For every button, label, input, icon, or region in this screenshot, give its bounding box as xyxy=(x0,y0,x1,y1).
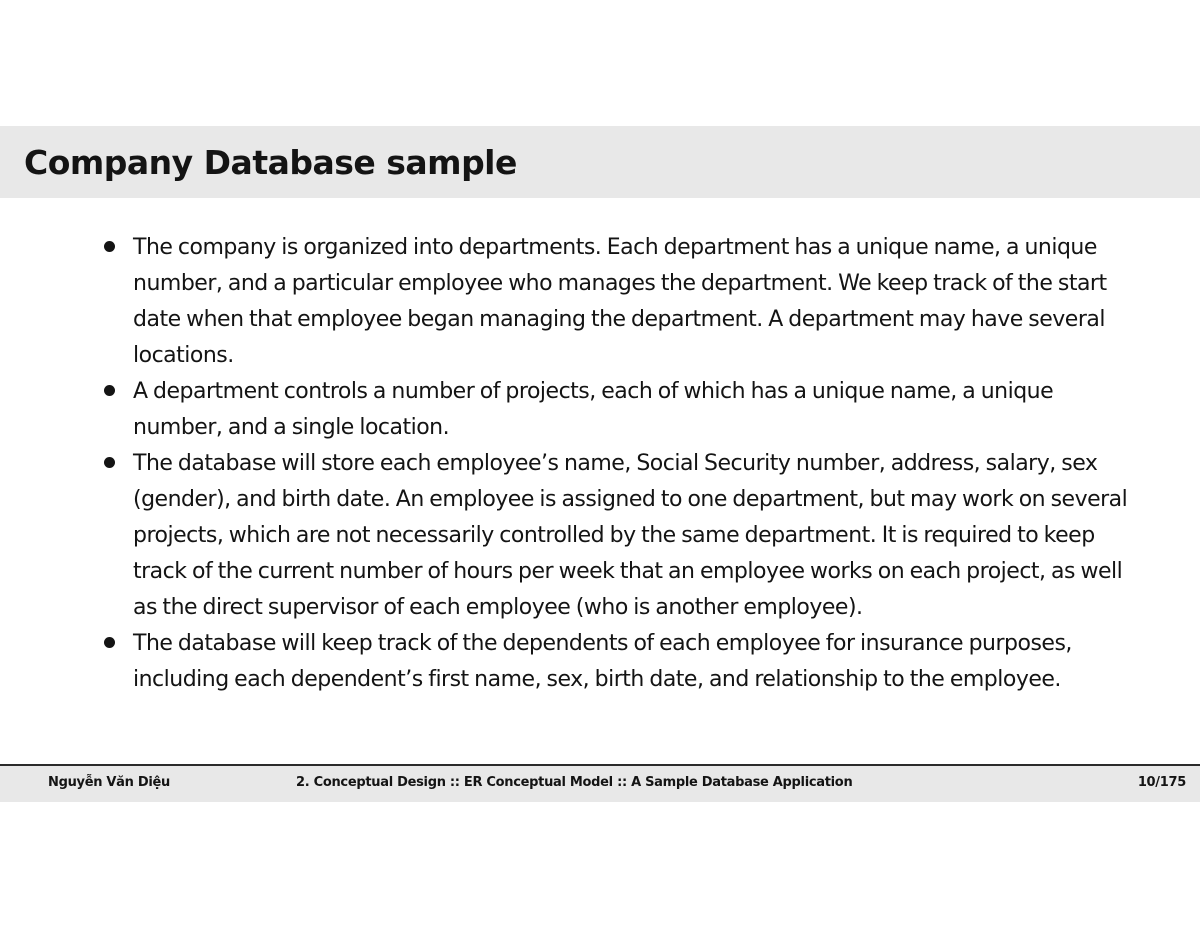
slide-title: Company Database sample xyxy=(24,143,517,182)
bullet-item xyxy=(104,626,1144,698)
bullet-item xyxy=(104,230,1144,374)
bullet-text: The database will store each employee’s name, Social Security number, address, salary, sex (gender), and birth date. An employee is assigned to one department, but may work on several projects, which are not necessarily controlled by the same department. It is required to keep track of the current number of hours per week that an employee works on each project, as well as the direct supervisor of each employee (who is another employee). xyxy=(133,451,1128,620)
bullet-text: The database will keep track of the dependents of each employee for insurance purposes, including each dependent’s first name, sex, birth date, and relationship to the employee. xyxy=(133,631,1072,692)
footer-page-number: 10/175 xyxy=(1137,775,1186,790)
bullet-list xyxy=(104,230,1144,698)
bullet-dot-icon xyxy=(104,637,115,648)
bullet-dot-icon xyxy=(104,385,115,396)
bullet-text: The company is organized into departments. Each department has a unique name, a unique number, and a particular employee who manages the department. We keep track of the start date when that employee began managing the department. A department may have several locations. xyxy=(133,235,1107,368)
bullet-item xyxy=(104,374,1144,446)
bullet-dot-icon xyxy=(104,241,115,252)
bullet-dot-icon xyxy=(104,457,115,468)
footer-author: Nguyễn Văn Diệu xyxy=(48,775,170,790)
bullet-item xyxy=(104,446,1144,626)
bullet-text: A department controls a number of projects, each of which has a unique name, a unique number, and a single location. xyxy=(133,379,1054,440)
footer-section-title: 2. Conceptual Design :: ER Conceptual Model :: A Sample Database Application xyxy=(296,775,853,790)
